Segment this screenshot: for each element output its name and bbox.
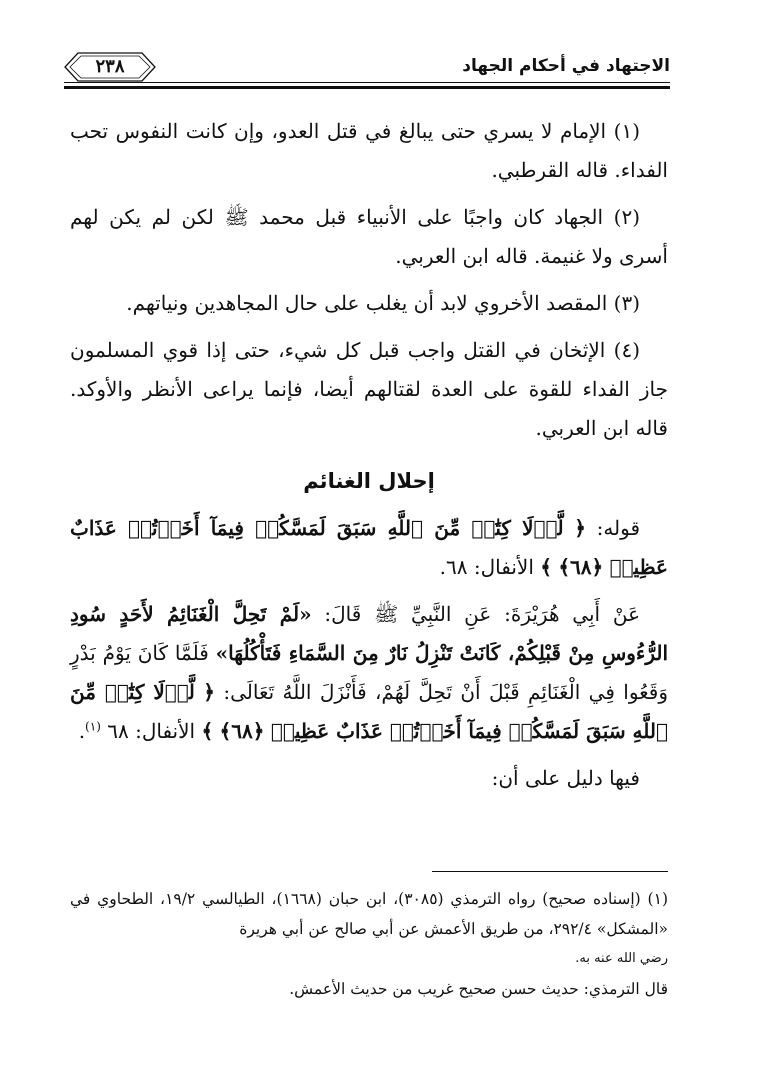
footnote-reference: (١) bbox=[85, 719, 101, 734]
verse-reference: الأنفال: ٦٨. bbox=[439, 555, 534, 579]
hadith-narrator: عَنْ أَبِي هُرَيْرَةَ: عَنِ النَّبِيِّ ﷺ قَالَ: bbox=[324, 602, 640, 626]
closing-line: فيها دليل على أن: bbox=[491, 766, 640, 790]
section-heading: إحلال الغنائم bbox=[303, 469, 435, 493]
hadith-close-quote: » bbox=[215, 641, 229, 665]
verse-number: ﴿٦٨﴾ bbox=[558, 555, 604, 579]
hadith-verse-number: ﴿٦٨﴾ bbox=[219, 719, 265, 743]
footnotes bbox=[70, 884, 668, 1004]
note-2: (٢) الجهاد كان واجبًا على الأنبياء قبل محمد ﷺ لكن لم يكن لهم أسرى ولا غنيمة. قاله ابن العربي. bbox=[70, 205, 668, 268]
note-4: (٤) الإثخان في القتل واجب قبل كل شيء، حتى إذا قوي المسلمون جاز الفداء للقوة على العدة لقتالهم أيضا، فإنما يراعى الأنظر والأوكد. قاله ابن العربي. bbox=[70, 338, 668, 440]
hadith-verse-close-bracket: ﴾ bbox=[201, 719, 214, 743]
footnote-1-tirmidhi: قال الترمذي: حديث حسن صحيح غريب من حديث الأعمش. bbox=[289, 980, 668, 998]
verse-close-bracket: ﴾ bbox=[540, 555, 552, 579]
footnote-1: (١) (إسناده صحيح) رواه الترمذي (٣٠٨٥)، ابن حبان (١٦٦٨)، الطيالسي ١٩/٢، الطحاوي في «المشكل» ٢٩٢/٤، من طريق الأعمش عن أبي صالح عن أبي هريرة bbox=[70, 890, 668, 938]
hadith-paragraph: عَنْ أَبِي هُرَيْرَةَ: عَنِ النَّبِيِّ ﷺ قَالَ: «لَمْ تَحِلَّ الْغَنَائِمُ لأَحَدٍ سُودِ الرُّءُوسِ مِنْ قَبْلِكُمْ، كَانَتْ تَنْزِلُ نَارٌ مِنَ السَّمَاءِ فَتَأْكُلُهَا» فَلَمَّا كَانَ يَوْمُ بَدْرٍ وَقَعُوا فِي الْغَنَائِمِ قَبْلَ أَنْ تَحِلَّ لَهُمْ، فَأَنْزَلَ اللَّهُ تَعَالَى: ﴿ لَّوۡلَا كِتَٰبٞ مِّنَ ٱللَّهِ سَبَقَ لَمَسَّكُمۡ فِيمَآ أَخَذۡتُمۡ عَذَابٌ عَظِيمٞ ﴿٦٨﴾ ﴾ الأنفال: ٦٨ $^{(١)}$. bbox=[70, 602, 669, 743]
footnote-separator bbox=[432, 871, 668, 872]
hadith-verse-reference: الأنفال: ٦٨ bbox=[107, 719, 196, 743]
hadith-continuation: فَلَمَّا كَانَ يَوْمُ بَدْرٍ وَقَعُوا فِي الْغَنَائِمِ قَبْلَ أَنْ تَحِلَّ لَهُمْ، فَأَنْزَلَ اللَّهُ تَعَالَى: bbox=[70, 641, 669, 704]
hadith-verse-text: لَّوۡلَا كِتَٰبٞ مِّنَ ٱللَّهِ سَبَقَ لَمَسَّكُمۡ فِيمَآ أَخَذۡتُمۡ عَذَابٌ عَظِيمٞ bbox=[70, 680, 668, 743]
hadith-verse-open-bracket: ﴿ bbox=[203, 680, 215, 704]
verse-paragraph bbox=[70, 509, 668, 587]
verse-text: لَّوۡلَا كِتَٰبٞ مِّنَ ٱللَّهِ سَبَقَ لَمَسَّكُمۡ فِيمَآ أَخَذۡتُمۡ عَذَابٌ عَظِيمٞ bbox=[70, 516, 668, 579]
verse-open-bracket: ﴿ bbox=[574, 516, 586, 540]
page-number: ٢٣٨ bbox=[95, 56, 125, 77]
header-rule-thick bbox=[64, 86, 670, 89]
note-1: (١) الإمام لا يسري حتى يبالغ في قتل العدو، وإن كانت النفوس تحب الفداء. قاله القرطبي. bbox=[70, 119, 668, 182]
hadith-open-quote: « bbox=[299, 602, 312, 626]
verse-intro: قوله: bbox=[596, 516, 641, 540]
hadith-text: لَمْ تَحِلَّ الْغَنَائِمُ لأَحَدٍ سُودِ الرُّءُوسِ مِنْ قَبْلِكُمْ، كَانَتْ تَنْزِلُ نَارٌ مِنَ السَّمَاءِ فَتَأْكُلُهَا bbox=[70, 602, 669, 665]
note-3: (٣) المقصد الأخروي لابد أن يغلب على حال المجاهدين ونياتهم. bbox=[126, 291, 640, 315]
footnote-1-cont: رضي الله عنه به. bbox=[575, 951, 668, 966]
main-text bbox=[70, 112, 668, 806]
header-rule-thin bbox=[64, 82, 670, 83]
running-title: الاجتهاد في أحكام الجهاد bbox=[462, 56, 670, 76]
page-header bbox=[64, 48, 670, 94]
page-number-badge bbox=[64, 52, 156, 82]
